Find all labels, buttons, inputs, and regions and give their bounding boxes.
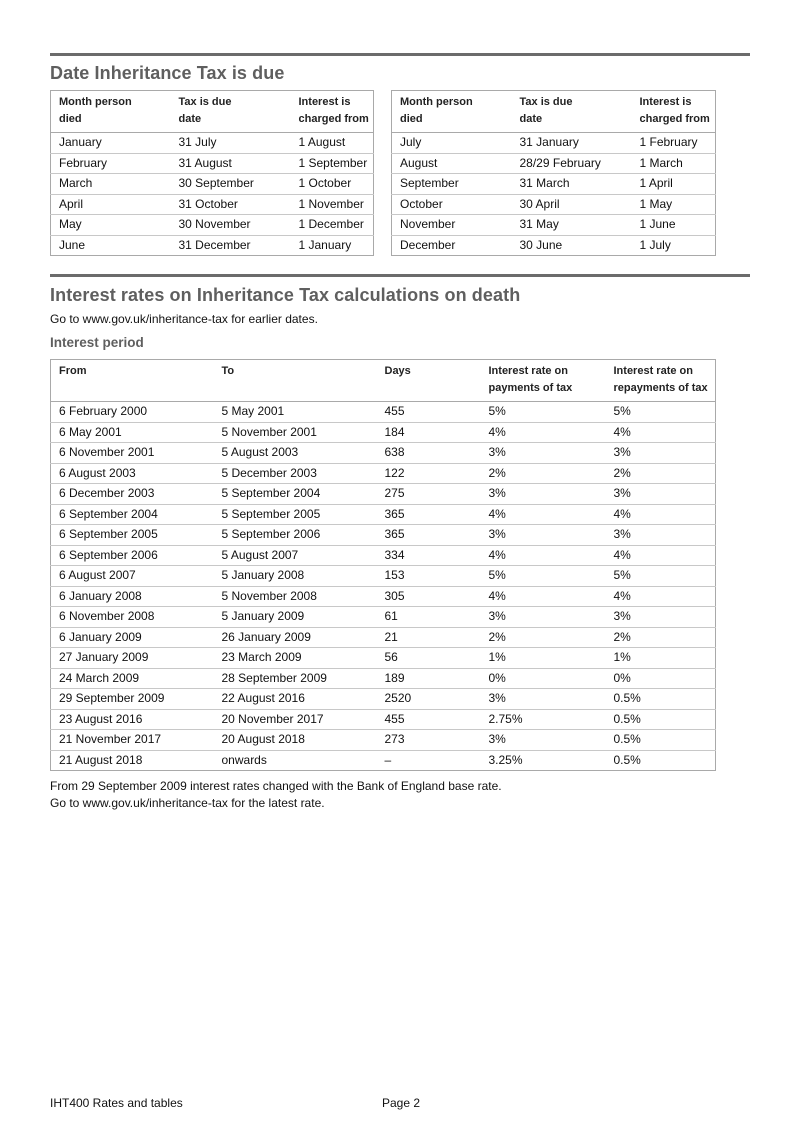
table-cell: January	[59, 135, 102, 150]
header-due-date: Tax is due date	[171, 91, 291, 133]
table-row	[51, 194, 374, 215]
table-cell: 4%	[481, 586, 606, 607]
table-cell: –	[377, 750, 481, 771]
table-cell: 189	[377, 668, 481, 689]
table-row	[51, 627, 716, 648]
table-row	[51, 750, 716, 771]
table-cell: 6 February 2000	[59, 404, 148, 419]
table-row	[51, 402, 716, 423]
due-table-left-body	[51, 133, 374, 256]
table-cell: 1 July	[632, 235, 716, 256]
table-cell: 455	[384, 404, 405, 419]
table-row	[51, 215, 374, 236]
table-cell: 0%	[606, 668, 716, 689]
table-cell: July	[400, 135, 422, 150]
table-cell: 455	[377, 709, 481, 730]
table-row	[51, 709, 716, 730]
table-cell: 6 August 2003	[51, 463, 214, 484]
table-cell: 23 March 2009	[214, 648, 377, 669]
table-cell: 5 August 2003	[214, 443, 377, 464]
table-cell: 21 August 2018	[51, 750, 214, 771]
table-cell: onwards	[214, 750, 377, 771]
table-cell: 2%	[481, 627, 606, 648]
table-cell: 28/29 February	[512, 153, 632, 174]
table-cell: 6 November 2001	[51, 443, 214, 464]
table-row	[392, 153, 716, 174]
table-cell: 1 September	[291, 153, 374, 174]
table-cell: 2%	[606, 463, 716, 484]
table-cell: 6 May 2001	[51, 422, 214, 443]
table-cell: 30 April	[512, 194, 632, 215]
header-month: Month person died	[51, 91, 171, 133]
table-cell: 56	[377, 648, 481, 669]
table-cell: 1 October	[291, 174, 374, 195]
table-cell: August	[392, 153, 512, 174]
table-cell: June	[51, 235, 171, 256]
rates-section-title: Interest rates on Inheritance Tax calculations on death	[50, 285, 521, 305]
table-cell: 6 August 2007	[51, 566, 214, 587]
table-cell: 5 September 2005	[214, 504, 377, 525]
table-cell: 20 August 2018	[214, 730, 377, 751]
table-cell: 5%	[488, 404, 506, 419]
table-cell: 3%	[481, 689, 606, 710]
table-row	[51, 174, 374, 195]
table-row	[51, 153, 374, 174]
interest-rates-table	[50, 359, 716, 771]
header-repayments-rate: Interest rate on repayments of tax	[606, 360, 716, 402]
table-row	[392, 235, 716, 256]
table-cell: 638	[377, 443, 481, 464]
table-row	[51, 463, 716, 484]
table-cell: 1 February	[639, 135, 698, 150]
table-cell: 5%	[613, 404, 631, 419]
table-row	[51, 668, 716, 689]
table-cell: 20 November 2017	[214, 709, 377, 730]
table-cell: 31 January	[519, 135, 579, 150]
table-header-row	[51, 91, 374, 133]
table-cell: 23 August 2016	[51, 709, 214, 730]
table-cell: 21 November 2017	[51, 730, 214, 751]
table-cell: 4%	[606, 586, 716, 607]
table-cell: 3%	[481, 730, 606, 751]
table-cell: 5 September 2004	[214, 484, 377, 505]
rates-note-line-2: Go to www.gov.uk/inheritance-tax for the latest rate.	[50, 796, 325, 810]
table-cell: 2%	[481, 463, 606, 484]
table-cell: 3%	[481, 525, 606, 546]
header-interest-from: Interest is charged from	[291, 91, 374, 133]
table-cell: 365	[377, 504, 481, 525]
table-cell: 5 May 2001	[221, 404, 285, 419]
table-cell: 5 September 2006	[214, 525, 377, 546]
table-cell: 3%	[481, 443, 606, 464]
table-header-row	[51, 360, 716, 402]
table-cell: 2%	[606, 627, 716, 648]
table-cell: 28 September 2009	[214, 668, 377, 689]
footer-doc-title: IHT400 Rates and tables	[50, 1096, 183, 1110]
table-row	[51, 133, 374, 154]
table-cell: 6 September 2004	[51, 504, 214, 525]
due-section-title: Date Inheritance Tax is due	[50, 63, 285, 83]
due-table-right-body	[392, 133, 716, 256]
table-cell: 122	[377, 463, 481, 484]
due-table-right	[391, 90, 716, 256]
table-cell: 275	[377, 484, 481, 505]
table-row	[51, 607, 716, 628]
table-cell: 5 January 2008	[214, 566, 377, 587]
table-cell: 6 December 2003	[51, 484, 214, 505]
table-cell: 6 September 2006	[51, 545, 214, 566]
header-from: From	[51, 360, 214, 402]
table-cell: 30 September	[171, 174, 291, 195]
table-row	[51, 689, 716, 710]
table-cell: 31 March	[512, 174, 632, 195]
table-row	[392, 194, 716, 215]
table-row	[51, 422, 716, 443]
table-row	[51, 525, 716, 546]
table-row	[51, 235, 374, 256]
table-cell: 1 April	[632, 174, 716, 195]
table-cell: 5%	[481, 566, 606, 587]
header-to: To	[214, 360, 377, 402]
table-cell: 1 June	[632, 215, 716, 236]
table-cell: 184	[377, 422, 481, 443]
table-cell: 4%	[481, 504, 606, 525]
table-cell: 27 January 2009	[51, 648, 214, 669]
table-cell: 0.5%	[606, 750, 716, 771]
table-cell: 0%	[481, 668, 606, 689]
table-cell: 4%	[481, 545, 606, 566]
table-cell: 1 March	[632, 153, 716, 174]
table-cell: 4%	[606, 545, 716, 566]
table-cell: 31 May	[512, 215, 632, 236]
table-cell: 0.5%	[606, 730, 716, 751]
table-cell: 31 August	[171, 153, 291, 174]
table-cell: 5 August 2007	[214, 545, 377, 566]
table-cell: 24 March 2009	[51, 668, 214, 689]
table-cell: 305	[377, 586, 481, 607]
table-cell: 1%	[481, 648, 606, 669]
table-header-row	[392, 91, 716, 133]
header-payments-rate: Interest rate on payments of tax	[481, 360, 606, 402]
table-cell: 1 May	[632, 194, 716, 215]
table-cell: February	[51, 153, 171, 174]
table-cell: 1 August	[298, 135, 346, 150]
table-cell: 1 January	[291, 235, 374, 256]
table-cell: 26 January 2009	[214, 627, 377, 648]
table-row	[51, 566, 716, 587]
table-row	[51, 648, 716, 669]
section-rule-top	[50, 53, 750, 56]
interest-rates-body	[51, 402, 716, 771]
table-row	[51, 586, 716, 607]
table-cell: September	[392, 174, 512, 195]
table-cell: 1%	[606, 648, 716, 669]
table-cell: 3%	[481, 607, 606, 628]
rates-intro: Go to www.gov.uk/inheritance-tax for earlier dates.	[50, 312, 318, 326]
table-row	[392, 133, 716, 154]
table-cell: 3%	[606, 443, 716, 464]
table-cell: 5%	[606, 566, 716, 587]
table-cell: 30 June	[512, 235, 632, 256]
table-cell: 31 December	[171, 235, 291, 256]
table-cell: 6 January 2009	[51, 627, 214, 648]
table-cell: 0.5%	[606, 689, 716, 710]
table-cell: 4%	[481, 422, 606, 443]
due-table-left	[50, 90, 374, 256]
table-cell: 3%	[606, 525, 716, 546]
table-cell: 6 November 2008	[51, 607, 214, 628]
table-cell: 5 November 2008	[214, 586, 377, 607]
header-month: Month person died	[392, 91, 512, 133]
table-cell: 3%	[606, 607, 716, 628]
table-cell: 31 October	[171, 194, 291, 215]
table-cell: 5 November 2001	[214, 422, 377, 443]
table-cell: 3%	[606, 484, 716, 505]
table-cell: 22 August 2016	[214, 689, 377, 710]
table-cell: 6 September 2005	[51, 525, 214, 546]
table-cell: 2.75%	[481, 709, 606, 730]
table-cell: 153	[377, 566, 481, 587]
table-row	[51, 504, 716, 525]
table-cell: 273	[377, 730, 481, 751]
header-due-date: Tax is due date	[512, 91, 632, 133]
footer-page-number: Page 2	[382, 1096, 421, 1110]
table-cell: 61	[377, 607, 481, 628]
table-cell: 30 November	[171, 215, 291, 236]
header-days: Days	[377, 360, 481, 402]
table-cell: 334	[377, 545, 481, 566]
table-cell: 5 December 2003	[214, 463, 377, 484]
table-cell: October	[392, 194, 512, 215]
table-row	[392, 215, 716, 236]
table-row	[51, 484, 716, 505]
table-cell: 4%	[606, 422, 716, 443]
table-row	[51, 730, 716, 751]
table-row	[51, 545, 716, 566]
table-cell: 3%	[481, 484, 606, 505]
table-cell: 4%	[606, 504, 716, 525]
table-cell: 31 July	[178, 135, 217, 150]
table-cell: 5 January 2009	[214, 607, 377, 628]
header-interest-from: Interest is charged from	[632, 91, 716, 133]
table-cell: 3.25%	[481, 750, 606, 771]
table-cell: 1 December	[291, 215, 374, 236]
table-cell: March	[51, 174, 171, 195]
table-cell: May	[51, 215, 171, 236]
table-cell: 2520	[377, 689, 481, 710]
table-row	[51, 443, 716, 464]
table-cell: April	[51, 194, 171, 215]
table-cell: 1 November	[291, 194, 374, 215]
table-cell: 21	[377, 627, 481, 648]
interest-period-heading: Interest period	[50, 335, 144, 350]
table-cell: 6 January 2008	[51, 586, 214, 607]
table-cell: November	[392, 215, 512, 236]
rates-note-line-1: From 29 September 2009 interest rates changed with the Bank of England base rate.	[50, 779, 502, 793]
table-cell: December	[392, 235, 512, 256]
table-cell: 29 September 2009	[51, 689, 214, 710]
section-rule-middle	[50, 274, 750, 277]
table-cell: 0.5%	[606, 709, 716, 730]
table-cell: 365	[377, 525, 481, 546]
table-row	[392, 174, 716, 195]
